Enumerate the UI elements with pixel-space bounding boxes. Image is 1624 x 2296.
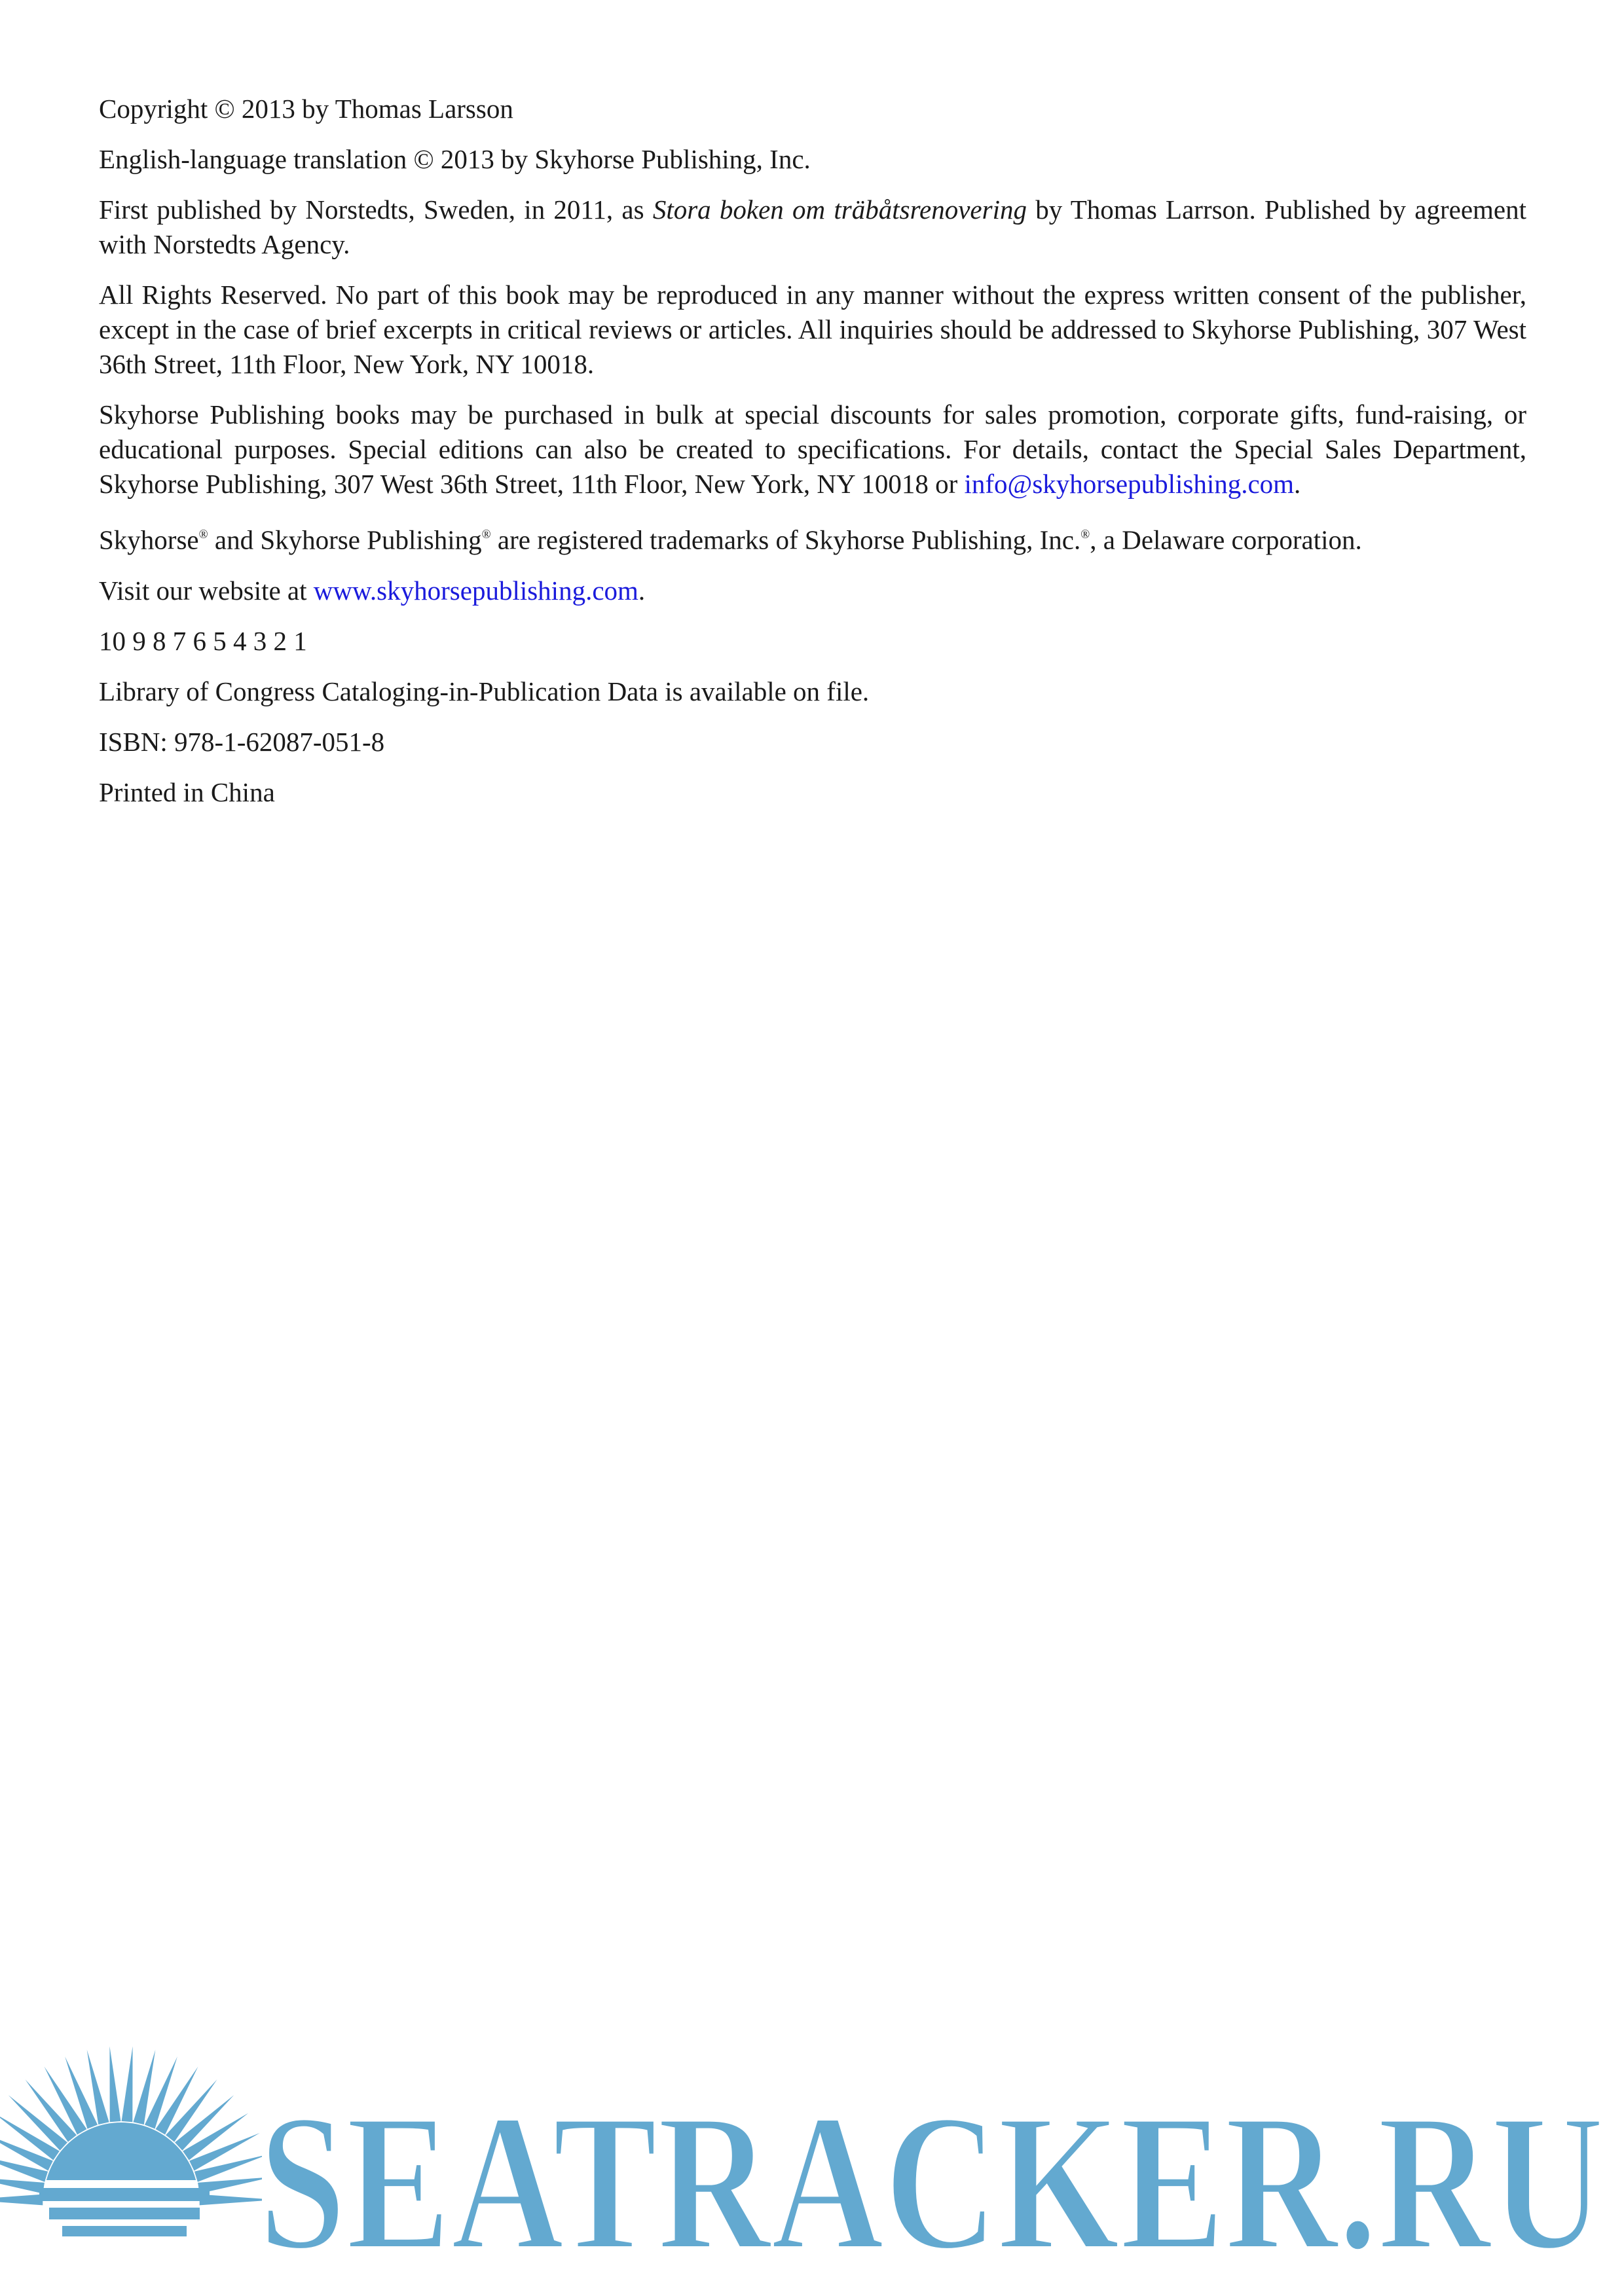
printing-line: 10 9 8 7 6 5 4 3 2 1 <box>99 625 307 656</box>
trademark-part-4: , a Delaware corporation. <box>1090 524 1362 555</box>
website-after: . <box>638 575 646 606</box>
website-before: Visit our website at <box>99 575 314 606</box>
sun-ray <box>109 2047 120 2123</box>
sun-ray <box>122 2047 133 2123</box>
email-link[interactable]: info@skyhorsepublishing.com <box>964 469 1295 499</box>
printed-line: Printed in China <box>99 776 275 807</box>
sun-logo-icon <box>0 2043 262 2296</box>
trademark-part-3: are registered trademarks of Skyhorse Publishing, Inc. <box>490 524 1081 555</box>
sun-ray <box>0 2177 45 2193</box>
registered-mark-1: ® <box>198 528 208 541</box>
sun-ray <box>0 2195 43 2206</box>
cip-line: Library of Congress Cataloging-in-Publication Data is available on file. <box>99 676 870 706</box>
copyright-line: Copyright © 2013 by Thomas Larsson <box>99 94 513 124</box>
trademark-part-1: Skyhorse <box>99 524 199 555</box>
trademark-part-2: and Skyhorse Publishing <box>208 524 482 555</box>
registered-mark-3: ® <box>1080 528 1090 541</box>
bulk-sales-text: Skyhorse Publishing books may be purchased in bulk at special discounts for sales promotion, corporate gifts, fund-raising, or educational purposes. Special editions can also be created to specifications. For details, contact the Special Sales Department, Skyhorse Publishing, 307 West 36th Street, 11th Floor, New York, NY 10018 or <box>99 399 1526 499</box>
registered-mark-2: ® <box>481 528 491 541</box>
rights-reserved-paragraph: All Rights Reserved. No part of this book may be reproduced in any manner without the express written consent of the publisher, except in the case of brief excerpts in critical reviews or articles. All inquiries should be addressed to Skyhorse Publishing, 307 West 36th Street, 11th Floor, New York, NY 10018. <box>99 280 1526 379</box>
bulk-sales-after: . <box>1294 469 1301 499</box>
website-link[interactable]: www.skyhorsepublishing.com <box>313 575 638 606</box>
first-published-after: by Thomas Larrson. Published by agreement with Norstedts Agency. <box>99 194 1526 259</box>
isbn-line: ISBN: 978-1-62087-051-8 <box>99 726 385 757</box>
website-paragraph <box>99 574 1526 608</box>
watermark <box>0 2043 1624 2296</box>
trademarks-paragraph <box>99 517 1526 558</box>
first-published-before: First published by Norstedts, Sweden, in 2011, as <box>99 194 653 225</box>
bulk-sales-paragraph <box>99 397 1526 501</box>
watermark-label: SEATRACKER.RU <box>259 2077 1604 2273</box>
translation-line: English-language translation © 2013 by Skyhorse Publishing, Inc. <box>99 144 811 174</box>
original-title: Stora boken om träbåtsrenovering <box>652 194 1027 225</box>
first-published-paragraph <box>99 192 1526 262</box>
watermark-text <box>259 2077 1608 2273</box>
copyright-page-body <box>99 92 1526 826</box>
